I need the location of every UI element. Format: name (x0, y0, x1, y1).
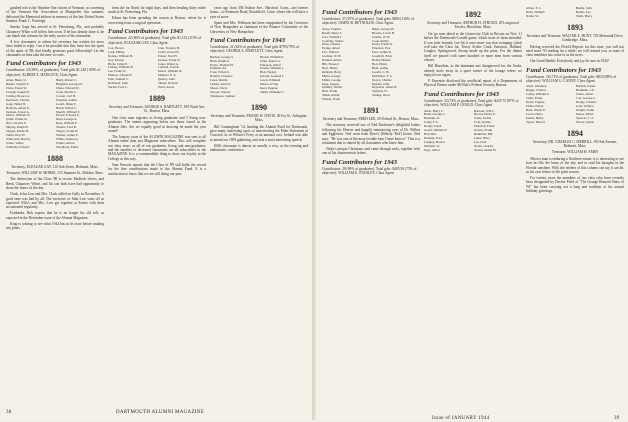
contributor-name: Munroe, Charles F. (108, 74, 133, 78)
contributor-name: Tucker, Fred C. (108, 86, 128, 89)
contributor-name: Cutler, Ernest B. (158, 50, 180, 54)
contributor-name: Langley, Horace (424, 140, 446, 144)
contributor-name: Morse, Elbert (576, 112, 594, 116)
class-secretary: Secretary and Treasurer, WALTER E. HUNT, 725 Memorial Drive, Cambridge, Mass. (526, 33, 624, 43)
paragraph: On 'go men dined at the University Club in Boston on Nov. 11 before the Dartmouth-Cornell game, which none of them attended. It was later learned, Lee hit it once more was that swinging which will take the Class far. Trusty Archie Clark, Emerson, Holland, Langley, Springwood, Stroup made up the party. For the dinner itself we passed with some hundred or more men from various classes. (424, 31, 522, 63)
contributor-name: Booth, Harry S. (322, 31, 343, 35)
paragraph: from the far North for eight days, and then heading thirty miles south to St. Petersburg, Fla. (108, 6, 206, 15)
contributor-name: Whitcomb, Harvey (6, 137, 31, 141)
contributor-name: Cole, Wesley (474, 121, 491, 125)
contributor-name: Dana, William (526, 10, 545, 14)
contributor-name: Munster, E. A. (158, 74, 177, 78)
contributor-name: Hoyt, Henry (322, 66, 338, 70)
contributor-name: Pevear, Edward E. (56, 114, 80, 118)
contributor-name: Haskell, Arthur (322, 59, 342, 63)
contributor-name: Warner, Arthur E. (56, 133, 79, 137)
contributor-name: Sanborn, W. (372, 90, 388, 94)
contributor-name: Reynolds, James B. (372, 86, 398, 90)
issue-title: Issue of JANUARY 1944 (432, 416, 490, 421)
contributor-name: Cain, Frederic H. (158, 46, 181, 50)
fund-stats: Contributors: 22 (66% of graduates). Total gifts $1,152 (115% of objective). ELEAZAR GAY, Class Agent. (108, 36, 202, 45)
contributor-name: Dodge, Albert (322, 47, 341, 51)
contributor-name: Hunt, Walter E. (526, 108, 546, 112)
contributor-name: Wells, Harry (576, 14, 593, 18)
contributor-name: Taylor, Harold (526, 120, 545, 124)
contributor-name: Reed, Eugene (260, 87, 278, 90)
paragraph: Clark, John Low and Mrs. Clark called on Gally in November. A good time was had by all. The exercises of John Low went off as expected. Ellis's and Mrs. Low got together at Exeter with their accustomed regularity. (6, 192, 104, 210)
contributor-name: Barbour, Will C. (474, 109, 496, 113)
contributor-name: Sawyer, Warren (210, 90, 231, 94)
class-secretary: Secretary and Treasurer, FRANK W. DAVIS, 30 Ivy St., Arlington, Mass. (210, 113, 308, 123)
contributor-name: Wilson, Frank (322, 98, 341, 102)
paragraph: Hill's classmate is almost as usually a very, as the evening and enthusiastic conference. (210, 143, 308, 153)
paragraph: Tinky's unique Christmas card came through early, together with one of his characteristic letters. (322, 146, 420, 156)
contributor-name: Clark, Ernest W. (6, 87, 28, 91)
class-year: 1893 (567, 22, 583, 32)
contributor-name: Cowan, Carl H. (56, 94, 77, 98)
contributor-name: Gardner, W. H. (322, 55, 342, 59)
contributor-name: Buck, Ralph A. (210, 59, 230, 63)
paragraph: For twenty years the members of our class who have recently been designated by Decker Field as "The George Bernard Shaw of '94" has been carrying out a long and tradition of his annual birthday greetings. (526, 175, 624, 194)
class-year: 1892 (465, 10, 481, 19)
left-column-1 (6, 6, 104, 402)
contributor-name: Wood, Lyman (576, 120, 594, 124)
contributor-name: Bingham, George H. (56, 83, 83, 87)
fund-heading: Fund Contributors for 1943 (322, 9, 397, 16)
contributor-name: Bryant, William E. (260, 55, 285, 59)
contributor-name: Hamilton, Bill (474, 132, 493, 136)
fund-heading: Fund Contributors for 1943 (424, 90, 499, 98)
contributor-name: Gage, Henry B. (6, 102, 27, 106)
paragraph: Edson has been spending the season at Boston, where he is recovering from a surgical operation. (108, 16, 206, 25)
fund-stats: Contributors: 37 (67% of graduates). Total gifts: $884 (116% of objective). JAMES B. REYNOLDS, Class Agent. (322, 17, 414, 26)
contributor-name: Lamson, Fred R. (158, 66, 180, 70)
contributor-name: Ford, Arthur R. (372, 51, 392, 55)
contributor-name: Tenney, Oscar (372, 94, 391, 98)
contributor-name: Page, Eugene (322, 82, 340, 86)
contributor-list (108, 47, 206, 90)
contributor-name: Doyle, Thomas H. (210, 63, 234, 67)
paragraph: Sam Prescott reports that the Class of '89 still holds the record for the fine contributions made to the Alumni Fund. It is a satisfaction to know that we are still doing our part. (108, 162, 206, 176)
contributor-name: Heald, Herbert (372, 59, 391, 63)
contributor-name: Brown, Henry E. (474, 113, 496, 117)
contributor-name: Tuttle, Hoyt H. (6, 133, 26, 137)
class-secretary: Secretary, DR. CHARLES C. MERRILL, 89 Oak Avenue, Belmont, Mass. (533, 139, 617, 148)
paragraph: Spain and Mrs. Wellman has been reappointed by the Governor of New Hampshire as chairman of the Finance Committee of the University of New Hampshire. (210, 20, 308, 34)
contributor-name: Reed, George A. (56, 118, 78, 122)
contributor-name: Glazier, Frank W. (158, 58, 181, 62)
class-treasurer: Treasurer, WILLIAM W. MORSE, 155 Summer St., Malden, Mass. (6, 171, 104, 175)
contributor-name: Graves, Frank (474, 129, 493, 133)
contributor-name: White, Walter (6, 141, 24, 145)
contributor-name: Moore, Oscar (210, 87, 228, 90)
contributor-name: Rich, Frank (322, 90, 338, 94)
contributor-name: Bemis, John (576, 7, 592, 10)
contributor-name: Linsley, William W. (108, 66, 134, 70)
fund-heading: Fund Contributors for 1943 (6, 60, 81, 68)
contributor-name: Hall, Bert (424, 132, 437, 136)
paragraph: The January issue of the ALUMNI MAGAZINE was sent to all Alumni rather than just Magazine subscribers. This will complete our class issue, as all of our graduates, living and non-graduates, and the families of deceased classmates are all subscribers to the MAGAZINE. It is a commendable thing to show our loyalty to the College in this way. (108, 134, 206, 161)
paragraph: Having received the Fifield Reports for this time, you will not need more '93 reading for a while; we will remind you, so none of class members has come to us the news. (526, 44, 624, 58)
contributor-name: Charlie, W. B. (372, 35, 391, 39)
paragraph: years ago from 358 Ashton Ave., Hartford, Conn.—her former home—to Kenmore Road, Brookfield, Conn. where she will have a year of more. (210, 6, 308, 19)
contributor-name: Abbot, E. L. (526, 7, 542, 10)
contributor-name: Coolidge, Walter (322, 39, 344, 43)
fund-stats: Contributors: 21 (62% of graduates). Total gifts $795 (79% of objective). GEORGE S. BARTLETT, Class Agent. (210, 44, 300, 54)
contributor-list (6, 79, 104, 149)
class-treasurer: Treasurer, WILLIAM H. AMES (551, 150, 599, 155)
contributor-name: Hunt, Arthur (372, 66, 389, 70)
contributor-name: Cook, Rollin (372, 39, 389, 43)
contributor-name: Fisher, Henry (526, 105, 544, 108)
contributor-list (424, 110, 522, 153)
contributor-name: Thompson, Sumner (210, 94, 236, 98)
contributor-name: Quimby, Walter (322, 86, 343, 90)
contributor-name: Dana, Charles (322, 43, 341, 47)
contributor-name: Stearns, Fred B. (56, 126, 77, 130)
paragraph: Smoky Gage has arrived at St. Petersburg, Fla., and probably Chauncey White will follow him soon. If he has already done it, he can thank this column for the early notice of his retirement. (6, 25, 104, 38)
contributor-name: Clark, Ernest A. (260, 59, 281, 63)
contributor-name: Woodbury, Elmer (56, 145, 79, 149)
contributor-name: Emerson, Frank (474, 125, 495, 129)
fund-heading: Fund Contributors for 1943 (108, 28, 183, 36)
class-year: 1894 (567, 128, 583, 138)
contributor-name: Hill, Howard (322, 62, 339, 66)
contributor-name: Miller, George (322, 78, 341, 82)
contributor-name: Allen, Henry O. (6, 79, 27, 83)
class-secretary: Secretary and Treasurer, FRED LEE, 29 Federal St., Boston, Mass. (322, 117, 420, 122)
contributor-name: Cox, Horace (108, 46, 125, 50)
contributor-name: Cook, Martin C. (56, 91, 77, 94)
contributor-name: Shedd, Frederic (158, 82, 179, 86)
contributor-name: Edson, Fred H. (158, 54, 178, 58)
paragraph: F. Emerson disclosed the unofficial report of a Department of Physical Fitness under McNutt's Federal Security Bureau. (424, 78, 522, 88)
contributor-name: Lewis, Edmund (260, 79, 281, 83)
class-secretary: Secretary and Treasurer, ARTHUR H. STROUD, 29 Longwood Towers, Brookline, Mass. (427, 21, 519, 30)
contributor-name: Mann, George (322, 74, 341, 78)
contributor-name: Allen, Winthrop (526, 85, 547, 89)
contributor-name: Gould, William P. (424, 129, 447, 133)
class-secretary: Secretary and Treasurer, GEORGE S. BARTLETT, 108 Wash Ave. St., Boston, Mass. (108, 104, 206, 114)
contributor-name: McDuffee, F. S. (372, 74, 393, 78)
contributor-name: Jones, Martin (210, 79, 228, 83)
contributor-name: Ross, William E. (56, 122, 78, 126)
right-column-1 (322, 6, 420, 402)
fund-stats: Contributors: 30 (71% of graduates). Total gifts: $810 (88% of objective). WILLIAM G. CANNY, Class Agent. (526, 74, 617, 84)
contributor-list (322, 28, 420, 102)
contributor-name: Cash, Phillip (108, 50, 125, 54)
contributor-name: Morse, William W. (158, 70, 183, 74)
contributor-name: Lee, Fred (474, 140, 487, 144)
contributor-name: Bartlett, George S. (210, 55, 234, 59)
contributor-name: Lyman, John W. (210, 83, 231, 87)
page-number: 39 (614, 416, 620, 421)
contributor-name: Clark, Archie (474, 117, 492, 121)
paragraph: The secretary received one of Ned Duchesne's delightful letters following his Denver and happily reminiscing over of Dr. Wilbur and Eggleston. Ned went from Dave's (Elderly 'Kid') house. Ned says: "He was one of the most lovable men I have known." This is a sentiment that is shared by all classmates who knew him. (322, 123, 420, 146)
contributor-name: Lee, Frank W. (108, 70, 127, 74)
contributor-name: Eastman, Arthur (56, 98, 77, 102)
contributor-name: Dodge, Frank (424, 125, 442, 129)
contributor-name: Baird, Robert C. (56, 79, 78, 83)
left-footer (6, 410, 306, 416)
contributor-name: Ward, Aaron (158, 86, 175, 89)
magazine-title: DARTMOUTH ALUMNI MAGAZINE (116, 410, 205, 415)
contributor-name: Dearborn, Charles (6, 98, 30, 102)
contributor-name: Shipley, Ralph B. (6, 126, 29, 130)
contributor-name: Burbank, W. (424, 117, 441, 121)
contributor-name: Cutting, Horace A. (6, 94, 31, 98)
contributor-name: Burnham, J. E. (576, 89, 596, 93)
contributor-name: Gould, Elmer E. (56, 102, 77, 106)
left-column-3 (210, 6, 308, 402)
contributor-name: Emerson, Prof. (372, 47, 392, 51)
contributor-name: Perkins, John (372, 82, 390, 86)
contributor-name: Noble, Charles (474, 144, 494, 148)
class-secretary: Secretary, ELEAZAR GAY, 110 Oak Street, Belmont, Mass. (11, 164, 99, 169)
contributor-name: Hamlin, Clarence (210, 75, 233, 79)
fund-stats: Contributors: 24 (69%, of graduates). Total gifts $1,140 (100% of objective). ALBERT E. HADLOCK, Class Agent. (6, 68, 101, 77)
contributor-name: Jones, Harry (474, 136, 491, 140)
contributor-name: Chase, Albert (576, 93, 594, 97)
contributor-name: Wilder, Alfred (56, 141, 75, 145)
contributor-name: Davis, Eugene (526, 101, 545, 105)
contributor-name: Clark, Frank (526, 97, 543, 101)
contributor-name: Hadlock, Albert E. (6, 106, 30, 110)
contributor-name: Parker, Henry (526, 116, 544, 120)
fund-heading: Fund Contributors for 1943 (322, 158, 397, 166)
contributor-name: Bartlett, Ernest (576, 85, 596, 89)
contributor-name: Hatch, Walter C. (56, 106, 78, 110)
contributor-name: Smith, Nathaniel J. (260, 90, 285, 94)
contributor-name: Barker, Charles F. (6, 83, 29, 87)
contributor-name: Emerson, Albert (260, 63, 281, 67)
contributor-name: Kimball, Harry (322, 70, 342, 74)
paragraph: guished role as the Number One citizen of Vermont, as a meeting of the Vermont Bar Association at Montpelier this summer, delivered the Memorial address in memory of the late United States Senator, Frank C. Partridge. (6, 6, 104, 24)
contributor-name: Briggs, Charles (526, 89, 546, 93)
paragraph: One class man registers as living graduates and 5 living non-graduates. The names appearing below are those found in the Alumni files. Are we equally good at showing he made the year round? (108, 115, 206, 133)
contributor-name: Hicks, Julius E. (108, 62, 129, 66)
contributor-name: Holland, Fred (424, 136, 442, 140)
contributor-name: Ireland, Leonard J. (260, 75, 285, 79)
paragraph: King is waiting to see what 1944 has in its store before making any plans. (6, 221, 104, 230)
contributor-name: Bowles, Lewis B. (372, 31, 395, 35)
fund-stats: Contributors: 32 (74% of graduates). Total gifts: $435.75 (87% of objective). WILLIAM P. GOULD, Class Agent. (424, 98, 519, 108)
contributor-name: Knight, Frank (576, 108, 594, 112)
contributor-name: Hobbs, Lee (576, 10, 591, 14)
contributor-list (526, 85, 624, 124)
class-year: 1889 (149, 93, 165, 103)
contributor-name: Mason, Irving (260, 83, 279, 87)
contributor-name: Rice, Charles E. (6, 122, 27, 126)
contributor-name: Sturgis, Robert H. (6, 130, 30, 134)
contributor-name: Carr, William J. (322, 35, 343, 39)
right-column-2 (424, 6, 522, 402)
contributor-name: Leavitt, C. B. (372, 70, 390, 74)
class-year: 1888 (47, 153, 63, 163)
class-year: 1891 (363, 106, 379, 116)
contributor-name: Chase, Edward W. (56, 87, 80, 91)
contributor-name: Delano, William H. (108, 54, 133, 58)
contributor-name: Robinson, John (108, 82, 128, 86)
contributor-list (210, 56, 308, 99)
left-page (0, 0, 312, 420)
contributor-name: Jones, Walter A. (158, 62, 179, 66)
contributor-name: Davis, Frank W. (372, 43, 393, 47)
contributor-name: Canny, William G. (526, 93, 550, 97)
contributor-name: Williams, Edward (6, 145, 30, 149)
contributor-name: Morse, William W. (6, 114, 31, 118)
contributor-name: Gay, Eleazar (108, 58, 125, 62)
paragraph: A few classmates to whom the secretary has written for news have failed to reply. Can it be possible that they have lost the spirit of the spirit of '88, that kindly generous good fellowship? Let the classmates at least take the time to write. (6, 39, 104, 58)
right-page (316, 0, 628, 420)
contributor-name: Jackson, Ernest A. (6, 110, 30, 114)
contributor-name: Clough, Joseph H. (6, 91, 30, 94)
contributor-name: Quincy, John (158, 78, 175, 82)
paragraph: When a man is enduring a Northern winter, it is interesting to see how he fills the hours of the day, and to read his thoughts in the Florida sunshine. Well, the readers of this column can say it can be, as his own letters of the great season. (526, 156, 624, 174)
contributor-list (526, 7, 624, 19)
contributor-name: Pratt, Samuel S. (108, 78, 129, 82)
contributor-name: Farr, Wilford (322, 51, 339, 55)
contributor-name: Allen, Harry C. (424, 109, 444, 113)
contributor-name: Frost, Edwin S. (210, 71, 230, 75)
paragraph: Bill Cunningham '14, heading the Alumni Fund for Dartmouth, gave many interesting spots of interviewing the Elder Statesmen at Concord, in so Wilson's Ferry at an unusual cost. Ireland was able to attend our 1893 gathering, and sent a most interesting speech. (210, 124, 308, 142)
contributor-name: White, Chauncey (56, 137, 79, 141)
right-column-3 (526, 6, 624, 402)
contributor-name: Smith, Arthur (322, 94, 340, 98)
fund-heading: Fund Contributors for 1943 (210, 36, 285, 44)
contributor-name: Bond, George C. (424, 113, 446, 117)
contributor-name: Quint, Wilder D. (6, 118, 28, 122)
contributor-name: Eastman, Ira (210, 67, 227, 71)
contributor-name: Mitchell, W. (424, 144, 440, 148)
contributor-name: Noyes, Charles (372, 78, 392, 82)
contributor-name: Spencer, C. E. (576, 116, 595, 120)
contributor-name: Hall, Wesley (260, 71, 277, 75)
contributor-name: Stroud, Arthur H. (474, 148, 497, 152)
page-number: 38 (6, 410, 12, 415)
contributor-name: Avery, Frank E. (322, 27, 343, 31)
paragraph: Fairbanks, Bob reports that he is no longer his old self, as expected in the December issue of the Alumni Magazine. (6, 211, 104, 220)
contributor-name: Lewis, Harry (526, 112, 543, 116)
contributor-name: Colby, F. E. (424, 121, 440, 125)
contributor-name: Gale, Wallace (576, 105, 594, 108)
contributor-name: Baker, George H. (372, 27, 395, 31)
contributor-name: Goodrich, Eben (372, 55, 393, 59)
fund-heading: Fund Contributors for 1943 (526, 66, 601, 74)
contributor-name: Merrill, William F. (56, 110, 80, 114)
contributor-name: Fowler, William J. (260, 67, 284, 71)
left-column-2 (108, 6, 206, 402)
contributor-name: Cox, George C. (576, 97, 596, 101)
contributor-name: Dodge, Frederic (576, 101, 597, 105)
contributor-name: Thayer, Frank W. (56, 130, 79, 134)
paragraph: Bill Hamilton, as the dominant one disapproved far, the Arabs, already mole away in a quiet corner of the lounge where we enjoyed our cigars. (424, 64, 522, 77)
fund-stats: Contributors: 29 (69% of graduates). Total gifts: $405.56 (75% of objective). WILLIAM E. STANLEY, Class Agent. (322, 166, 417, 176)
paragraph: Our Good Health, Everybody, and joy be sure in 1944! (530, 59, 609, 64)
paragraph: The distinction of the Class '88 is secure; Hadlock shows, and Reed, Chauncey White, and his son both have had opportunity to share the honor of the day. (6, 177, 104, 191)
contributor-name: Noble, W. (526, 14, 539, 18)
contributor-name: Page, Albert (424, 148, 440, 152)
class-year: 1890 (251, 102, 267, 112)
contributor-name: Holt, Henry (372, 62, 388, 66)
